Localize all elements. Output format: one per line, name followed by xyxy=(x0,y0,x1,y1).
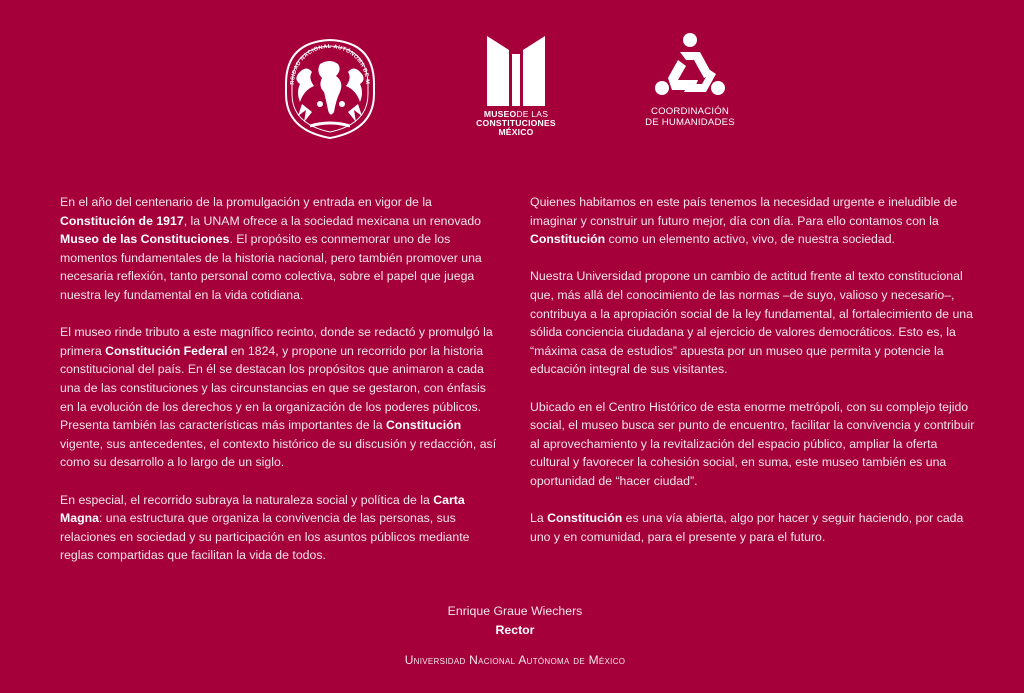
paragraph: El museo rinde tributo a este magnífico recinto, donde se redactó y promulgó la primera Constitución Federal en 1824, y propone un recorrido por la historia constitucional del país. En él se destacan los propósitos que animaron a cada una de las constituciones y las circunstancias en que se gestaron, con énfasis en la evolución de los derechos y en la organización de los poderes públicos. Presenta también las características más importantes de la Constitución vigente, sus antecedentes, el contexto histórico de su discusión y redacción, así como su desarrollo a lo largo de un siglo. xyxy=(60,325,497,470)
coordinacion-logo-text: COORDINACIÓN DE HUMANIDADES xyxy=(645,106,735,128)
museo-logo xyxy=(468,34,564,146)
museo-constituciones-icon xyxy=(485,34,547,108)
coordinacion-logo xyxy=(640,32,740,144)
paragraph: Ubicado en el Centro Histórico de esta enorme metrópoli, con su complejo tejido social, el museo busca ser punto de encuentro, facilitar la convivencia y contribuir al aprovechamiento y la revitalización del espacio público, ampliar la oferta cultural y favorecer la cohesión social, en suma, este museo también es una oportunidad de “hacer ciudad”. xyxy=(530,399,975,488)
paragraph: Quienes habitamos en este país tenemos la necesidad urgente e ineludible de imaginar y construir un futuro mejor, día con día. Para ello contamos con la Constitución como un elemento activo, vivo, de nuestra sociedad. xyxy=(530,195,958,247)
paragraph: En especial, el recorrido subraya la naturaleza social y política de la Carta Magna: una estructura que organiza la convivencia de las personas, sus relaciones en sociedad y su participación en los asuntos públicos mediante reglas compartidas que facilitan la vida de todos. xyxy=(60,492,470,563)
museo-logo-text: MUSEODE LAS CONSTITUCIONES MÉXICO xyxy=(476,109,556,137)
left-column xyxy=(60,193,500,583)
paragraph: En el año del centenario de la promulgación y entrada en vigor de la Constitución de 1917, la UNAM ofrece a la sociedad mexicana un renovado Museo de las Constituciones. El propósito es conmemorar uno de los momentos fundamentales de la historia nacional, pero también promover una necesaria reflexión, tanto personal como colectiva, sobre el papel que juega nuestra ley fundamental en la vida cotidiana. xyxy=(60,195,482,302)
coordinacion-humanidades-icon xyxy=(654,32,726,102)
unam-seal-text: RSIDAD NACIONAL AUTÓNOMA DE M xyxy=(289,43,371,85)
paragraph: La Constitución es una vía abierta, algo por hacer y seguir haciendo, por cada uno y en comunidad, para el presente y para el futuro. xyxy=(530,511,964,544)
unam-seal-icon xyxy=(280,34,380,142)
right-column xyxy=(530,193,975,565)
signature-university: Universidad Nacional Autónoma de México xyxy=(404,653,626,667)
logo-bar xyxy=(0,30,1024,150)
signature-role: Rector xyxy=(495,623,535,637)
paragraph: Nuestra Universidad propone un cambio de actitud frente al texto constitucional que, más allá del conocimiento de las normas –de suyo, valioso y necesario–, contribuya a la apropiación social de la ley fundamental, al fortalecimiento de una sólida conciencia ciudadana y al ejercicio de valores democráticos. Esto es, la “máxima casa de estudios” apuesta por un museo que permita y potencie la educación integral de sus visitantes. xyxy=(530,269,973,377)
signature-name: Enrique Graue Wiechers xyxy=(447,604,583,618)
